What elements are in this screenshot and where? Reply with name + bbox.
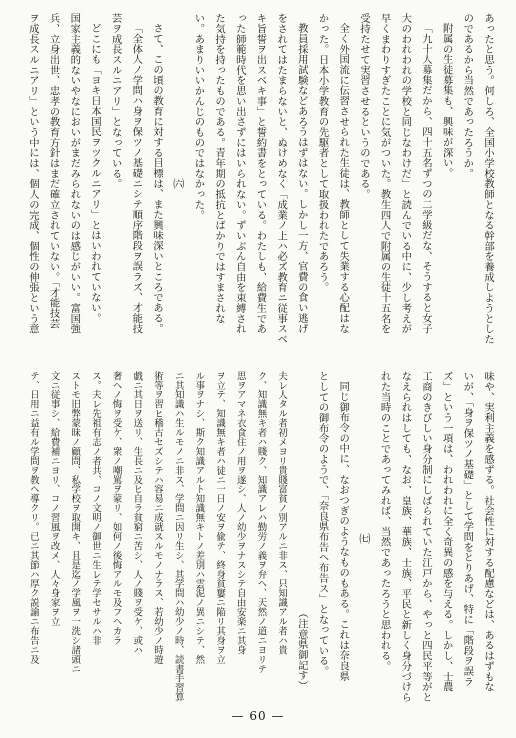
- text-column: 附属の生徒募集も、興味が深い。: [440, 23, 453, 179]
- text-column: 味や、実利主義を感ずる。社会性に対する配慮などは、あるはずもな: [482, 371, 494, 692]
- text-column: あったと思う。何しろ、全国小学校教師となる幹部を養成しようとした: [482, 13, 494, 345]
- text-column: のであるから当然であったろうか。: [461, 13, 474, 179]
- text-column: 「九十人募集だから、四十五名ずつの二学級だな、そうすると女子: [419, 23, 432, 334]
- text-column: 同じ御布令の中に、なおつぎのようなものもある。これは奈良県: [337, 381, 350, 682]
- source-note: （注意県御記す）: [295, 608, 308, 691]
- text-column: た気持を持ったものである。青年期の抵抗とばかりではすまされな: [213, 13, 226, 324]
- upper-text-block: [21, 13, 498, 353]
- text-column: 教員採用試験などあろうはずはない。しかし一方、官費の食い逃げ: [295, 23, 308, 334]
- text-column: 芸ヲ成長スルニアリ」となっている。: [109, 13, 122, 189]
- text-column: をされてはたまらないと、ぬけめなく「成業ノ上ハ必ズ教育ニ従事スベ: [275, 13, 288, 345]
- text-column: 早くまわりすぎたことに気がついた。教生四人で附属の生徒十五名を: [378, 13, 391, 334]
- quoted-decree-column: 思ヲアマネ衣食住ノ用ヲ遂シ、人ノ幼少ヲナスシテ自由安楽ニ其身: [234, 371, 246, 655]
- text-column: 大のわれわれの学校と同じなわけだ」と読んでいる中に、少し考えが: [399, 13, 412, 334]
- quoted-decree-column: ニ其知識ハ生ルモノニ非ス、学問ニ因リ生シ、其学問ハ幼少ノ時、読書手習算: [172, 371, 184, 702]
- quoted-decree-column: テ、日用ニ益有ル学問ヲ教ヘ導クリ。已ニ其節ハ厚ク説諭ニ布告ニ及: [27, 371, 39, 664]
- text-column: った師範時代を思い出さずにはいられない。ずいぶん自由を束縛され: [233, 13, 246, 334]
- text-column: としての御布令のようで、「奈良県布告ヘ布告ス」となっている。: [316, 371, 329, 677]
- text-column: 兵、立身出世、忠孝の教育方針はまだ確立されていない。「才能技芸: [47, 13, 60, 329]
- text-column: いが、「身ヲ保ツノ基礎」として学問をとりあげ、特に「階段ヲ誤ラ: [461, 371, 474, 687]
- quoted-decree-column: ヲ立テ、知識無キ者ハ徒ニ一日ノ安ヲ偸テ、終身貧窶ニ陥リ其身ヲ立: [214, 371, 226, 664]
- text-column: さて、この頃の教育に対する目標は、また興味深いところである。: [151, 23, 163, 334]
- text-column: どこにも「ヨキ日本国民ヲツクルニアリ」とはいわれていない。: [88, 23, 101, 324]
- section-heading: ㈦: [357, 532, 371, 544]
- lower-text-block: [21, 371, 498, 705]
- text-column: 受持たせて実習させるというのである。: [357, 13, 370, 200]
- quoted-decree-column: ス。夫レ先祖有志ノ者共、コノ文明ノ御世ニ生レテ学セサルハ非: [89, 371, 101, 646]
- quoted-decree-column: ク、知識無キ者ハ賤ク、知識アレハ勤労ノ義ヲ弁ヘ、天然ノ道ニヨリテ: [255, 371, 267, 674]
- quoted-decree-column: 戯ニ其日ヲ送リ、生長ニ及ヒ自ラ貧窮ニ苦シ、人ノ賤ヲ受ケ、或ハ: [131, 371, 143, 655]
- text-column: れた当時のことであってみれば、当然であったろうと思われる。: [378, 371, 391, 672]
- text-column: 国家主義的ないやなにおいがまだみられないのは感じがいい。富国強: [68, 13, 81, 334]
- text-column: ヲ成長スルニアリ」という中には、個人の完成、個性の伸張という意: [26, 13, 39, 334]
- text-column: 工商のきびしい身分制にしばられていた江戸から、やっと四民平等がと: [419, 371, 432, 703]
- text-column: かった。日本小学教育の先駆者として取扱われたであろう。: [316, 13, 329, 293]
- page-number: — 60 —: [231, 709, 285, 723]
- quoted-decree-column: 奢ヘノ悔ヲ受ケ、衆ノ嘲罵ヲ蒙リ、如何ノ後悔アルモ及フヘカラ: [110, 371, 122, 646]
- quoted-decree-column: 夫レ人タル者初メヨリ貴賤富貧ノ別アルニ非ス、只知識アル者ハ貴: [276, 371, 288, 655]
- quoted-decree-column: 術等ヲ習ヒ稽古セズシテハ容易ニ成就スルモノナラス、若幼少ノ時遊: [152, 371, 163, 664]
- quoted-decree-column: ル事ヲナシ、斯ク知識アルト知識無キトノ差別ハ雲泥ノ異ニシテ、然: [193, 371, 205, 664]
- text-column: なえられはしても、なお、皇族、華族、士族、平民と新しく身分づけら: [399, 371, 412, 703]
- quoted-decree-column: 文ニ従事シ、給費補ニヨリ、コノ習風ヲ改メ、人々身家ヲ立: [48, 371, 60, 627]
- section-heading: ㈥: [171, 177, 185, 189]
- text-column: 全く外国流に伝習させられた生徒は、教師として失業する心配はな: [337, 23, 350, 334]
- quoted-decree-column: ストモ旧弊蒙昧ノ顧問、私学校ヲ取開キ、且是迄ノ学風ヲ一洗シ諸頭ニ: [69, 371, 81, 674]
- text-column: キ旨誓ヲ出スベキ事」と誓約書をとっている。わたしも、給費生であ: [254, 13, 267, 334]
- text-column: い。あまりいいかんじのものではなかった。: [192, 13, 205, 220]
- text-column: ズ」という一項は、われわれに全く奇異の感を与える。しかし、士農: [440, 371, 453, 692]
- text-column: 「全体人ノ学問ハ身ヲ保ツノ基礎ニシテ順序階段ヲ誤ラズ、才能技: [130, 23, 143, 334]
